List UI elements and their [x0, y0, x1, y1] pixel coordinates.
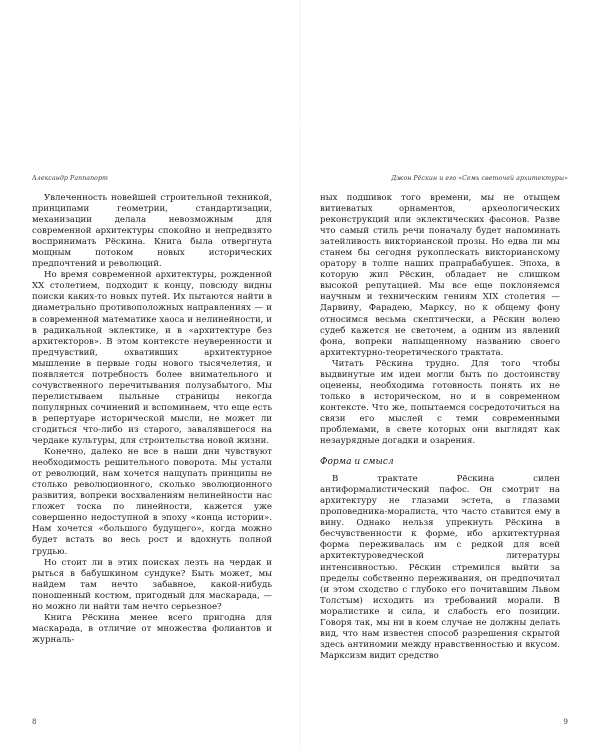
page-number-right: 9	[563, 718, 568, 726]
paragraph: Конечно, далеко не все в наши дни чувствуют необходимость решительного поворота. Мы устали от революций, нам хочется нащупать принципы не столько революционного, сколько эволюционного развития, вопреки восхвалениям нелинейности нас гложет тоска по линейности, кажется уже совершенно недоступной в эпоху «конца истории». Нам хочется «большого будущего», когда можно будет встать во весь рост и вдохнуть полной грудью.	[32, 447, 272, 557]
page-number-left: 8	[32, 718, 37, 726]
running-head-left: Александр Раппапорт	[32, 175, 109, 182]
paragraph: Но время современной архитектуры, рожденной XX столетием, подходит к концу, повсюду видны поиски каких-то новых путей. Их пытаются найти в диаметрально противоположных направлениях — и в современной математике хаоса и нелинейности, и в радикальной эклектике, и в «архитектуре без архитекторов». В этом контексте неуверенности и предчувствий, охвативших архитектурное мышление в первые годы нового тысячелетия, и появляется потребность более внимательного и сочувственного перечитывания полузабытого. Мы перелистываем пыльные страницы некогда популярных сочинений и вспоминаем, что еще есть в репертуаре исторической мысли, не может ли сгодиться что-либо из старого, завалявшегося на чердаке культуры, для строительства новой жизни.	[32, 270, 272, 447]
left-text-block	[32, 193, 272, 646]
right-page	[300, 0, 600, 750]
paragraph: Но стоит ли в этих поисках лезть на чердак и рыться в бабушкином сундуке? Быть может, мы найдем там нечто забавное, какой-нибудь поношенный костюм, пригодный для маскарада, — но можно ли найти там нечто серьезное?	[32, 557, 272, 612]
running-head-right: Джон Рёскин и его «Семь светочей архитектуры»	[391, 175, 568, 182]
paragraph: Книга Рёскина менее всего пригодна для маскарада, в отличие от множества фолиантов и журналь-	[32, 612, 272, 645]
paragraph: Увлеченность новейшей строительной техникой, принципами геометрии, стандартизации, механизации делала невозможным для современной архитектуры спокойно и непредвзято воспринимать Рёскина. Книга была отвергнута мощным потоком новых исторических предпочтений и революций.	[32, 193, 272, 270]
paragraph: Читать Рёскина трудно. Для того чтобы выдвинутые им идеи могли быть по достоинству оценены, необходима готовность понять их не только в историческом, но и в современном контексте. Что же, попытаемся сосредоточиться на связи его мыслей с теми современными проблемами, в свете которых они выглядят как незаурядные догадки и озарения.	[320, 358, 560, 447]
right-text-block	[320, 193, 560, 662]
paragraph: В трактате Рёскина силен антиформалистический пафос. Он смотрит на архитектуру не глазами эстета, а глазами проповедника-моралиста, что часто ставится ему в вину. Однако нельзя упрекнуть Рёскина в бесчувственности к форме, ибо архитектурная форма переживалась им с редкой для всей архитектуроведческой литературы интенсивностью. Рёскин стремился выйти за пределы собственно переживания, он предпочитал (и этом сходство с глубоко его почитавшим Львом Толстым) исходить из требований морали. В моралистике и сила, и слабость его позиции. Говоря так, мы ни в коем случае не должны делать вид, что нам известен способ разрешения скрытой здесь антиномии между нравственностью и вкусом. Марксизм видит средство	[320, 474, 560, 661]
paragraph: ных подшивок того времени, мы не отыщем витиеватых орнаментов, археологических реконструкций или эклектических фасонов. Разве что самый стиль речи поначалу будет напоминать затейливость викторианской прозы. Но едва ли мы станем бы сегодня рукоплескать викторианскому оратору в толпе наших прапрабабушек. Эпоха, в которую жил Рёскин, обладает не слишком высокой репутацией. Мы все еще поклоняемся научным и техническим гениям XIX столетия — Дарвину, Фарадею, Марксу, но к общему фону относимся весьма скептически, а Рёскин волею судеб кажется не светочем, а одним из явлений фона, вопреки напыщенному названию своего архитектурно-теоретического трактата.	[320, 193, 560, 358]
section-heading: Форма и смысл	[320, 457, 394, 468]
